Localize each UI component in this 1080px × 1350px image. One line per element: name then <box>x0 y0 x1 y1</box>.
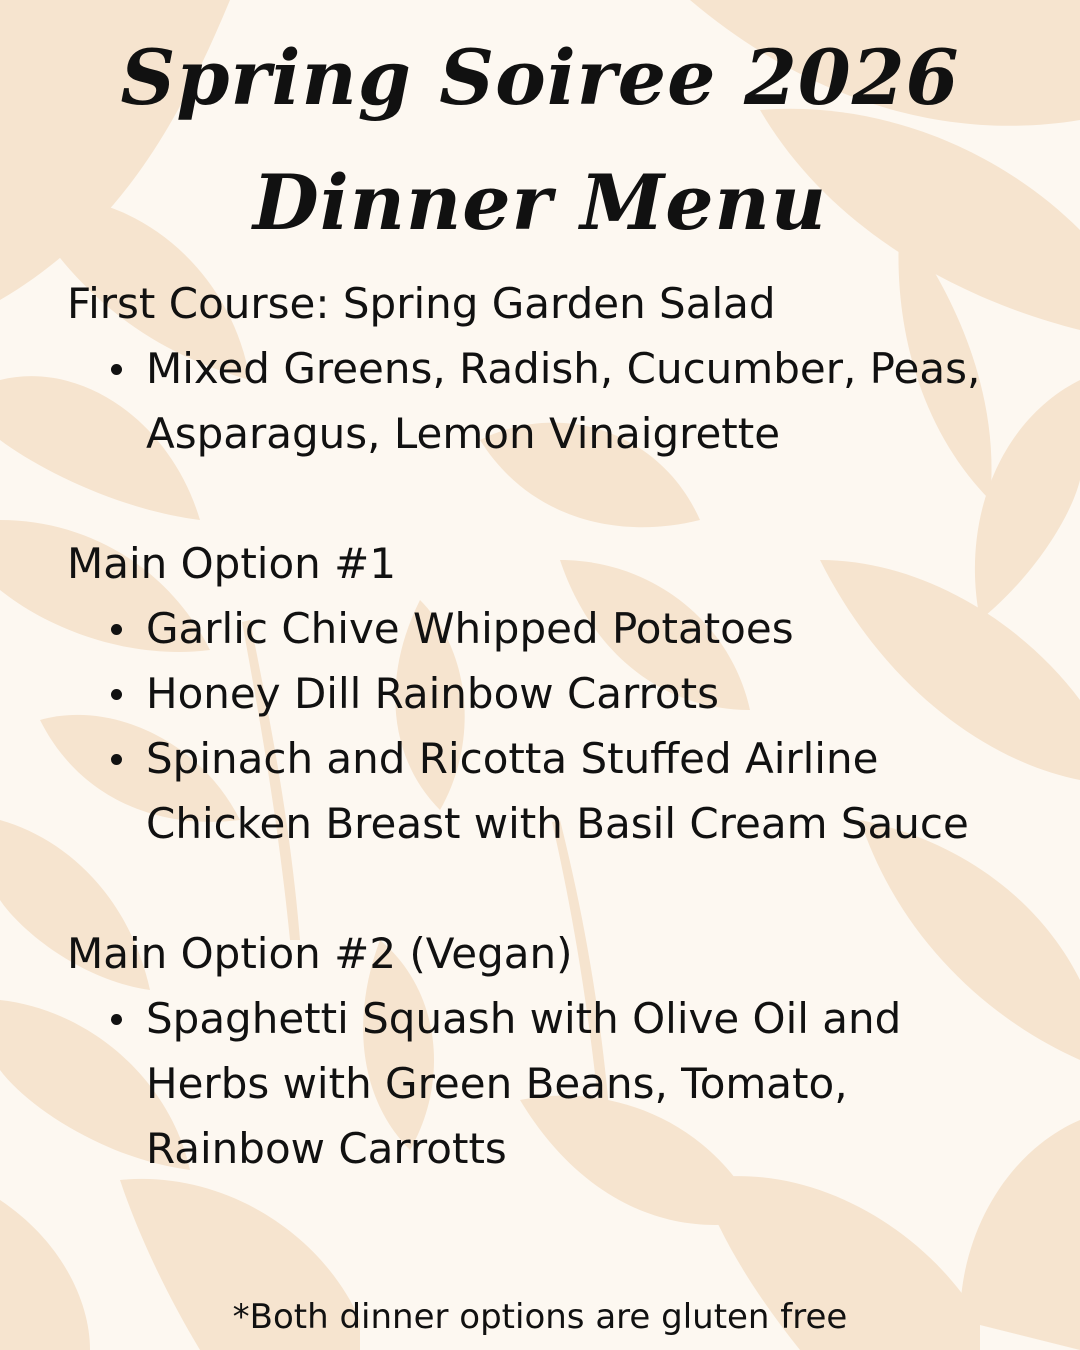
bullet-icon <box>111 624 122 635</box>
section-heading-main-option-1: Main Option #1 <box>67 539 397 588</box>
list-item-text: Honey Dill Rainbow Carrots <box>146 669 719 718</box>
bullet-icon <box>111 689 122 700</box>
list-item-text: Mixed Greens, Radish, Cucumber, Peas, Asparagus, Lemon Vinaigrette <box>146 344 981 458</box>
section-heading-first-course: First Course: Spring Garden Salad <box>67 279 776 328</box>
list-item-text: Spaghetti Squash with Olive Oil and Herbs with Green Beans, Tomato, Rainbow Carrotts <box>146 994 902 1173</box>
bullet-icon <box>111 364 122 375</box>
main-option-2-items <box>0 986 1026 1181</box>
bullet-icon <box>111 754 122 765</box>
list-item <box>0 661 1026 726</box>
list-item <box>0 726 1026 856</box>
gluten-free-footnote: *Both dinner options are gluten free <box>232 1297 848 1337</box>
list-item <box>0 596 1026 661</box>
menu-title-line-1: Spring Soiree 2026 <box>120 33 960 122</box>
bullet-icon <box>111 1014 122 1025</box>
main-option-1-items <box>0 596 1026 856</box>
first-course-items <box>0 336 1026 466</box>
list-item <box>0 986 1026 1181</box>
list-item-text: Spinach and Ricotta Stuffed Airline Chicken Breast with Basil Cream Sauce <box>146 734 969 848</box>
menu-title-line-2: Dinner Menu <box>252 158 828 247</box>
list-item-text: Garlic Chive Whipped Potatoes <box>146 604 794 653</box>
section-heading-main-option-2: Main Option #2 (Vegan) <box>67 929 573 978</box>
list-item <box>0 336 1026 466</box>
